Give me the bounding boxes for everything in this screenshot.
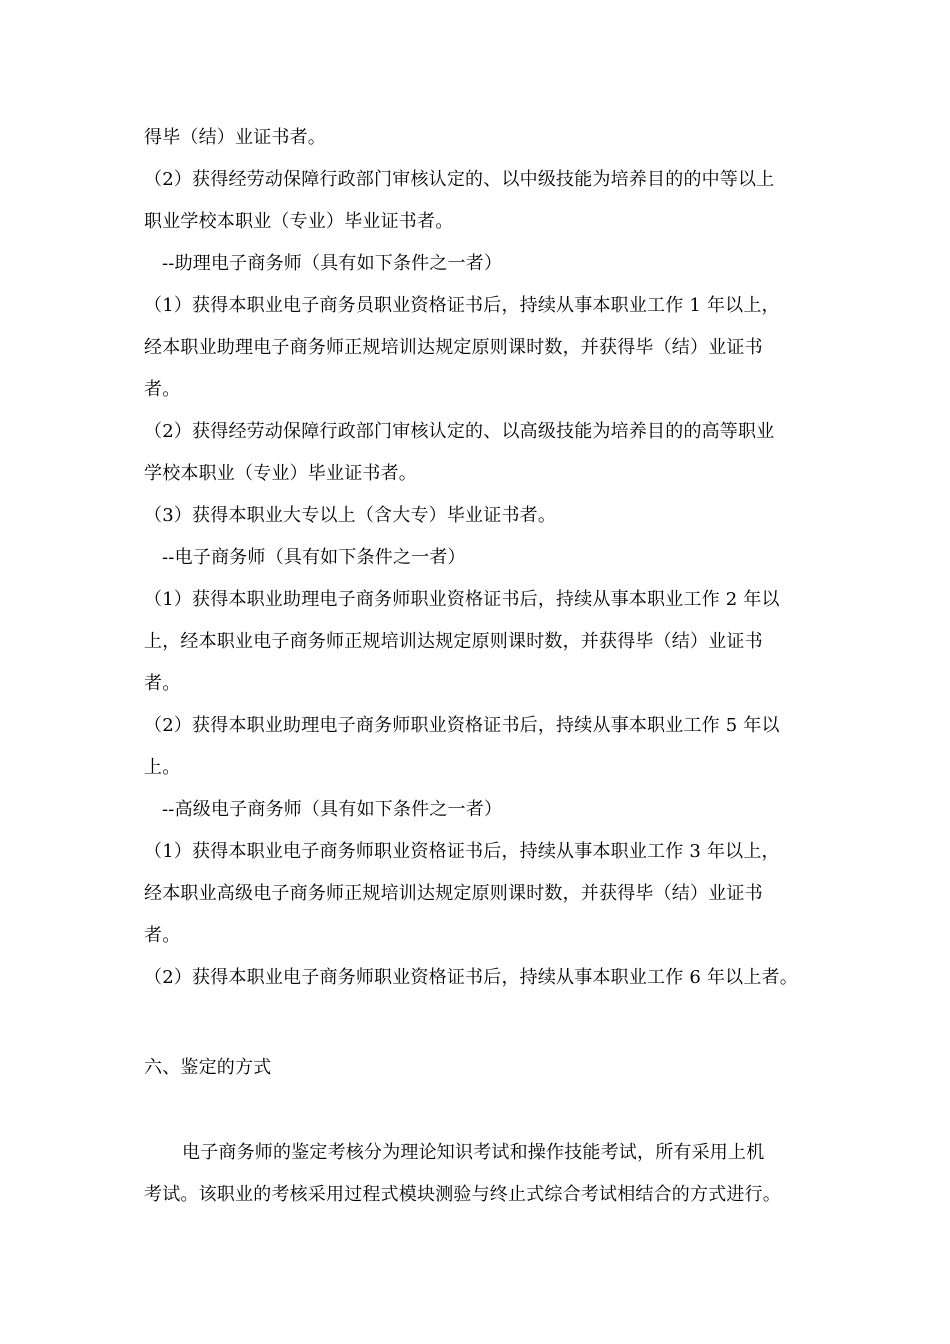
subheading-line: --助理电子商务师（具有如下条件之一者） [162, 253, 503, 274]
text-line: （2）获得本职业助理电子商务师职业资格证书后，持续从事本职业工作 5 年以 [144, 715, 780, 736]
text-line: 经本职业高级电子商务师正规培训达规定原则课时数，并获得毕（结）业证书 [144, 883, 763, 904]
section-heading: 六、鉴定的方式 [144, 1057, 272, 1078]
text-line: 者。 [144, 673, 181, 694]
text-line: 经本职业助理电子商务师正规培训达规定原则课时数，并获得毕（结）业证书 [144, 337, 763, 358]
subheading-line: --高级电子商务师（具有如下条件之一者） [162, 799, 503, 820]
text-line: 者。 [144, 925, 181, 946]
text-line: （2）获得经劳动保障行政部门审核认定的、以高级技能为培养目的的高等职业 [144, 421, 775, 442]
text-line: （2）获得经劳动保障行政部门审核认定的、以中级技能为培养目的的中等以上 [144, 169, 775, 190]
paragraph-line: 考试。该职业的考核采用过程式模块测验与终止式综合考试相结合的方式进行。 [144, 1184, 781, 1205]
text-line: 上，经本职业电子商务师正规培训达规定原则课时数，并获得毕（结）业证书 [144, 631, 763, 652]
text-line: 得毕（结）业证书者。 [144, 127, 326, 148]
text-line: （1）获得本职业电子商务师职业资格证书后，持续从事本职业工作 3 年以上， [144, 841, 780, 862]
text-line: 职业学校本职业（专业）毕业证书者。 [144, 211, 454, 232]
text-line: （1）获得本职业助理电子商务师职业资格证书后，持续从事本职业工作 2 年以 [144, 589, 780, 610]
text-line: （1）获得本职业电子商务员职业资格证书后，持续从事本职业工作 1 年以上， [144, 295, 780, 316]
text-line: 者。 [144, 379, 181, 400]
text-line: （2）获得本职业电子商务师职业资格证书后，持续从事本职业工作 6 年以上者。 [144, 967, 798, 988]
text-line: 学校本职业（专业）毕业证书者。 [144, 463, 417, 484]
text-line: 上。 [144, 757, 181, 778]
paragraph-line: 电子商务师的鉴定考核分为理论知识考试和操作技能考试，所有采用上机 [182, 1142, 765, 1163]
text-line: （3）获得本职业大专以上（含大专）毕业证书者。 [144, 505, 557, 526]
subheading-line: --电子商务师（具有如下条件之一者） [162, 547, 466, 568]
